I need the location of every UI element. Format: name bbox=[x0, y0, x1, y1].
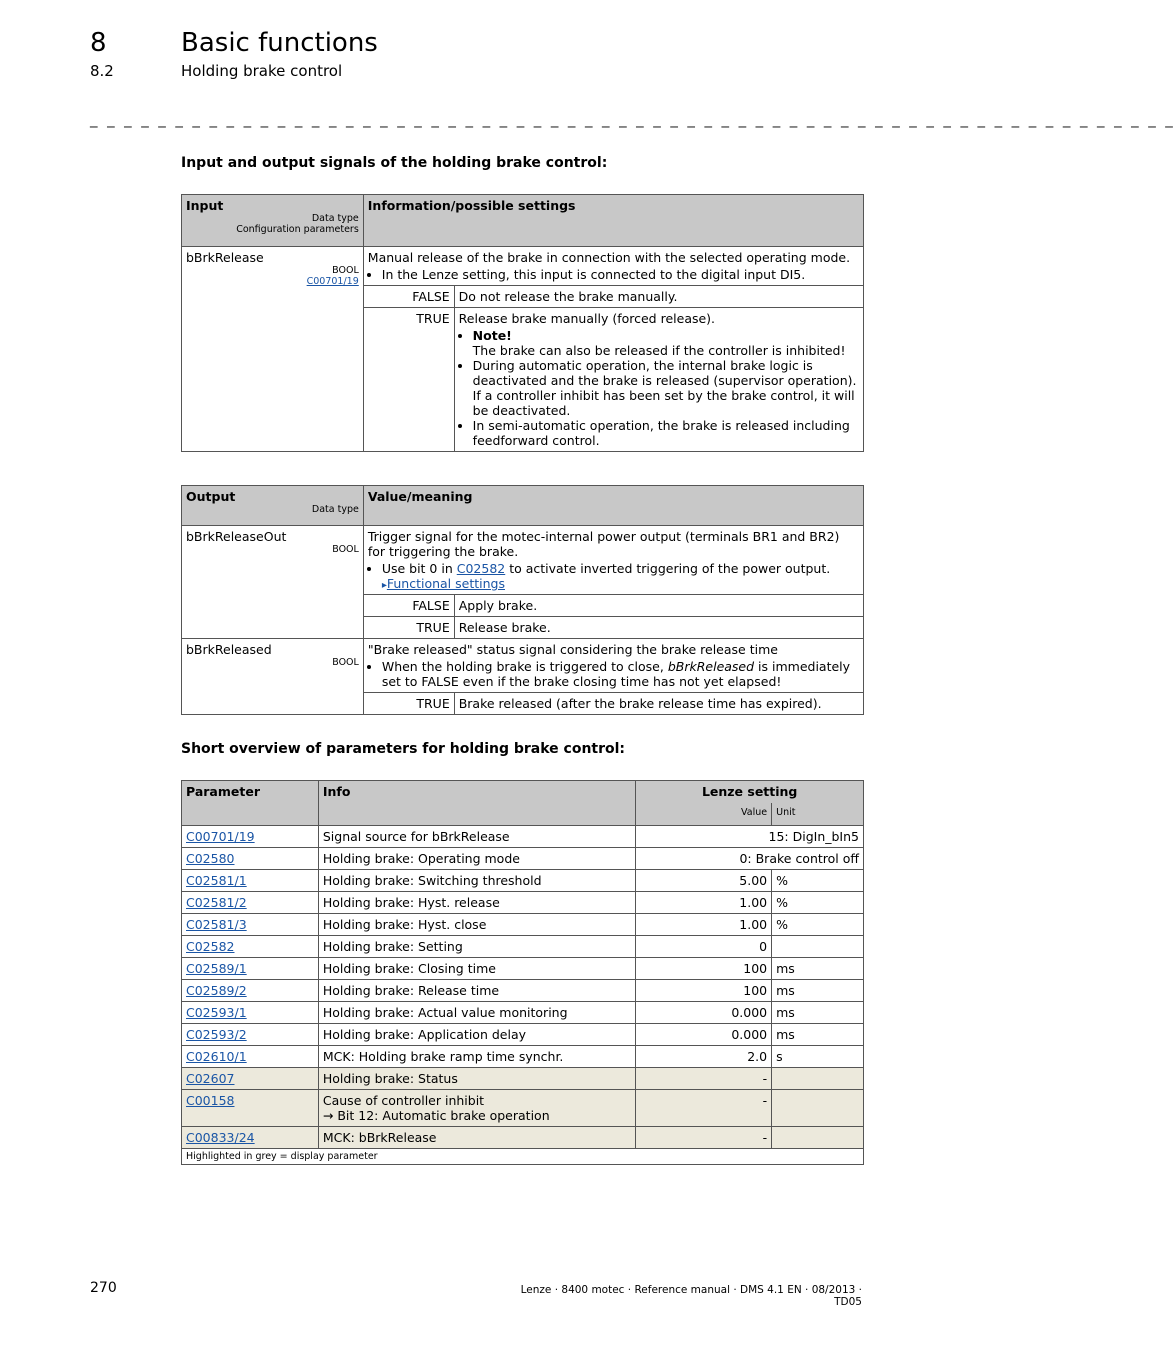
param-unit: % bbox=[772, 870, 864, 892]
input-true-cell bbox=[454, 308, 863, 452]
note-text: The brake can also be released if the controller is inhibited! bbox=[472, 343, 846, 358]
param-row bbox=[182, 1046, 864, 1068]
output-col-title: Output bbox=[186, 489, 236, 504]
param-info: Holding brake: Setting bbox=[322, 939, 463, 954]
unit-subheader: Unit bbox=[772, 803, 864, 826]
link-arrow-icon: ▸ bbox=[381, 580, 387, 591]
output-col-sub: Data type bbox=[311, 504, 359, 515]
param-code-link[interactable]: C02593/2 bbox=[186, 1027, 247, 1042]
io-heading: Input and output signals of the holding brake control: bbox=[181, 155, 608, 171]
param-row bbox=[182, 1068, 864, 1090]
param-unit: % bbox=[772, 914, 864, 936]
param-unit bbox=[772, 1127, 864, 1149]
input-col-sub-config: Configuration parameters bbox=[236, 224, 359, 235]
param-info: MCK: bBrkRelease bbox=[322, 1130, 437, 1145]
lenze-setting-header: Lenze setting bbox=[636, 781, 864, 804]
param-code-link[interactable]: C00833/24 bbox=[186, 1130, 255, 1145]
input-true-label: TRUE bbox=[363, 308, 454, 452]
param-info: Holding brake: Closing time bbox=[322, 961, 496, 976]
param-value: 100 bbox=[636, 980, 772, 1002]
functional-settings-link[interactable]: Functional settings bbox=[386, 576, 505, 591]
param-code-link[interactable]: C02589/1 bbox=[186, 961, 247, 976]
param-unit bbox=[772, 1090, 864, 1127]
param-value: 100 bbox=[636, 958, 772, 980]
value-col-header: Value/meaning bbox=[363, 486, 863, 526]
param-row bbox=[182, 870, 864, 892]
params-footnote: Highlighted in grey = display parameter bbox=[182, 1149, 864, 1165]
input-desc: Manual release of the brake in connection with the selected operating mode. bbox=[367, 250, 851, 265]
section-number: 8.2 bbox=[90, 62, 114, 80]
param-info: Holding brake: Hyst. release bbox=[322, 895, 500, 910]
param-info-detail: → Bit 12: Automatic brake operation bbox=[322, 1108, 550, 1123]
document-footer: Lenze · 8400 motec · Reference manual · DMS 4.1 EN · 08/2013 · TD05 bbox=[520, 1284, 862, 1308]
separator-line: _ _ _ _ _ _ _ _ _ _ _ _ _ _ _ _ _ _ _ _ _ _ _ _ _ _ _ _ _ _ _ _ _ _ _ _ _ _ _ _ _ _ _ _ _ _ _ _ _ _ _ _ _ _ _ _ _ _ _ _ _ _ _ _ bbox=[90, 110, 1175, 128]
param-info: Holding brake: Status bbox=[322, 1071, 458, 1086]
param-value: 1.00 bbox=[636, 892, 772, 914]
param-value: 1.00 bbox=[636, 914, 772, 936]
param-row bbox=[182, 1127, 864, 1149]
param-code-link[interactable]: C02589/2 bbox=[186, 983, 247, 998]
param-row bbox=[182, 980, 864, 1002]
param-value: 0.000 bbox=[636, 1002, 772, 1024]
output-true-text-2: Brake released (after the brake release time has expired). bbox=[454, 693, 863, 715]
param-unit bbox=[772, 1068, 864, 1090]
param-value: 2.0 bbox=[636, 1046, 772, 1068]
note-title: Note! bbox=[472, 328, 512, 343]
param-info: Holding brake: Release time bbox=[322, 983, 500, 998]
output-true-label-2: TRUE bbox=[363, 693, 454, 715]
output-false-label: FALSE bbox=[363, 595, 454, 617]
param-row bbox=[182, 914, 864, 936]
output-desc-1: Trigger signal for the motec-internal power output (terminals BR1 and BR2) for triggering the brake. bbox=[367, 529, 840, 559]
param-code-link[interactable]: C02610/1 bbox=[186, 1049, 247, 1064]
param-info: Holding brake: Application delay bbox=[322, 1027, 527, 1042]
param-info: Holding brake: Actual value monitoring bbox=[322, 1005, 568, 1020]
param-code-link[interactable]: C02593/1 bbox=[186, 1005, 247, 1020]
output-signal-type-2: BOOL bbox=[332, 657, 359, 668]
input-true-bullet-3: • In semi-automatic operation, the brake is released including feedforward control. bbox=[473, 418, 859, 448]
param-unit: ms bbox=[772, 1002, 864, 1024]
params-table bbox=[181, 780, 864, 1165]
input-desc-cell bbox=[363, 247, 863, 286]
param-code-link[interactable]: C00158 bbox=[186, 1093, 235, 1108]
input-desc-bullet: • In the Lenze setting, this input is connected to the digital input DI5. bbox=[382, 267, 859, 282]
param-value: 0 bbox=[636, 936, 772, 958]
output-signal-name-2: bBrkReleased bbox=[186, 642, 272, 657]
param-row bbox=[182, 892, 864, 914]
param-info: Signal source for bBrkRelease bbox=[322, 829, 510, 844]
input-col-title: Input bbox=[186, 198, 224, 213]
output-bullet-2: • When the holding brake is triggered to close, bBrkReleased is immediately set to FALSE even if the brake closing time has not yet elapsed! bbox=[382, 659, 859, 689]
param-col-header: Parameter bbox=[182, 781, 319, 826]
c02582-link[interactable]: C02582 bbox=[456, 561, 506, 576]
param-row bbox=[182, 1024, 864, 1046]
param-unit: s bbox=[772, 1046, 864, 1068]
param-code-link[interactable]: C02581/2 bbox=[186, 895, 247, 910]
param-info: Holding brake: Operating mode bbox=[322, 851, 520, 866]
param-info: Holding brake: Hyst. close bbox=[322, 917, 487, 932]
input-false-label: FALSE bbox=[363, 286, 454, 308]
output-desc-cell-2 bbox=[363, 639, 863, 693]
param-value: - bbox=[636, 1068, 772, 1090]
input-true-bullet-2: • During automatic operation, the internal brake logic is deactivated and the brake is released (supervisor operation). If a controller inhibit has been set by the brake control, it will be deactivated. bbox=[473, 358, 859, 418]
param-row bbox=[182, 1002, 864, 1024]
param-code-link[interactable]: C02581/3 bbox=[186, 917, 247, 932]
info-col-header-2: Info bbox=[318, 781, 635, 826]
output-desc-2: "Brake released" status signal considering the brake release time bbox=[367, 642, 778, 657]
input-table bbox=[181, 194, 864, 452]
param-row bbox=[182, 936, 864, 958]
param-row bbox=[182, 848, 864, 870]
params-table-body bbox=[182, 826, 864, 1149]
output-bullet-1: • Use bit 0 in C02582 to activate inverted triggering of the power output. ▸Functional settings bbox=[382, 561, 859, 591]
input-col-sub-datatype: Data type bbox=[311, 213, 359, 224]
input-signal-cell bbox=[182, 247, 364, 452]
param-unit: ms bbox=[772, 958, 864, 980]
param-row bbox=[182, 1090, 864, 1127]
input-true-text: Release brake manually (forced release). bbox=[458, 311, 716, 326]
param-code-link[interactable]: C02581/1 bbox=[186, 873, 247, 888]
input-signal-type: BOOL bbox=[332, 265, 359, 276]
output-signal-name-1: bBrkReleaseOut bbox=[186, 529, 287, 544]
param-code-link[interactable]: C02607 bbox=[186, 1071, 235, 1086]
output-false-text: Apply brake. bbox=[454, 595, 863, 617]
input-param-link[interactable]: C00701/19 bbox=[306, 276, 359, 287]
param-unit: % bbox=[772, 892, 864, 914]
param-value: - bbox=[636, 1090, 772, 1127]
output-true-text-1: Release brake. bbox=[454, 617, 863, 639]
input-false-text: Do not release the brake manually. bbox=[454, 286, 863, 308]
param-info: MCK: Holding brake ramp time synchr. bbox=[322, 1049, 564, 1064]
output-true-label-1: TRUE bbox=[363, 617, 454, 639]
output-table bbox=[181, 485, 864, 715]
param-row bbox=[182, 958, 864, 980]
param-value: 5.00 bbox=[636, 870, 772, 892]
value-subheader: Value bbox=[636, 803, 772, 826]
param-value: - bbox=[636, 1127, 772, 1149]
input-signal-name: bBrkRelease bbox=[186, 250, 264, 265]
param-value: 15: DigIn_bIn5 bbox=[636, 826, 864, 848]
input-col-header bbox=[182, 195, 364, 247]
param-value: 0: Brake control off bbox=[636, 848, 864, 870]
output-col-header bbox=[182, 486, 364, 526]
param-unit bbox=[772, 936, 864, 958]
param-code-link[interactable]: C02580 bbox=[186, 851, 235, 866]
param-info: Holding brake: Switching threshold bbox=[322, 873, 542, 888]
chapter-title: Basic functions bbox=[181, 28, 378, 58]
info-col-header: Information/possible settings bbox=[363, 195, 863, 247]
page-number: 270 bbox=[90, 1280, 117, 1296]
section-title: Holding brake control bbox=[181, 62, 343, 80]
param-info: Cause of controller inhibit bbox=[322, 1093, 485, 1108]
param-unit: ms bbox=[772, 1024, 864, 1046]
output-signal-cell-1 bbox=[182, 526, 364, 639]
param-value: 0.000 bbox=[636, 1024, 772, 1046]
chapter-number: 8 bbox=[90, 28, 107, 58]
param-code-link[interactable]: C02582 bbox=[186, 939, 235, 954]
param-row bbox=[182, 826, 864, 848]
output-signal-type-1: BOOL bbox=[332, 544, 359, 555]
param-code-link[interactable]: C00701/19 bbox=[186, 829, 255, 844]
output-signal-cell-2 bbox=[182, 639, 364, 715]
param-unit: ms bbox=[772, 980, 864, 1002]
params-heading: Short overview of parameters for holding brake control: bbox=[181, 741, 626, 757]
output-desc-cell-1 bbox=[363, 526, 863, 595]
